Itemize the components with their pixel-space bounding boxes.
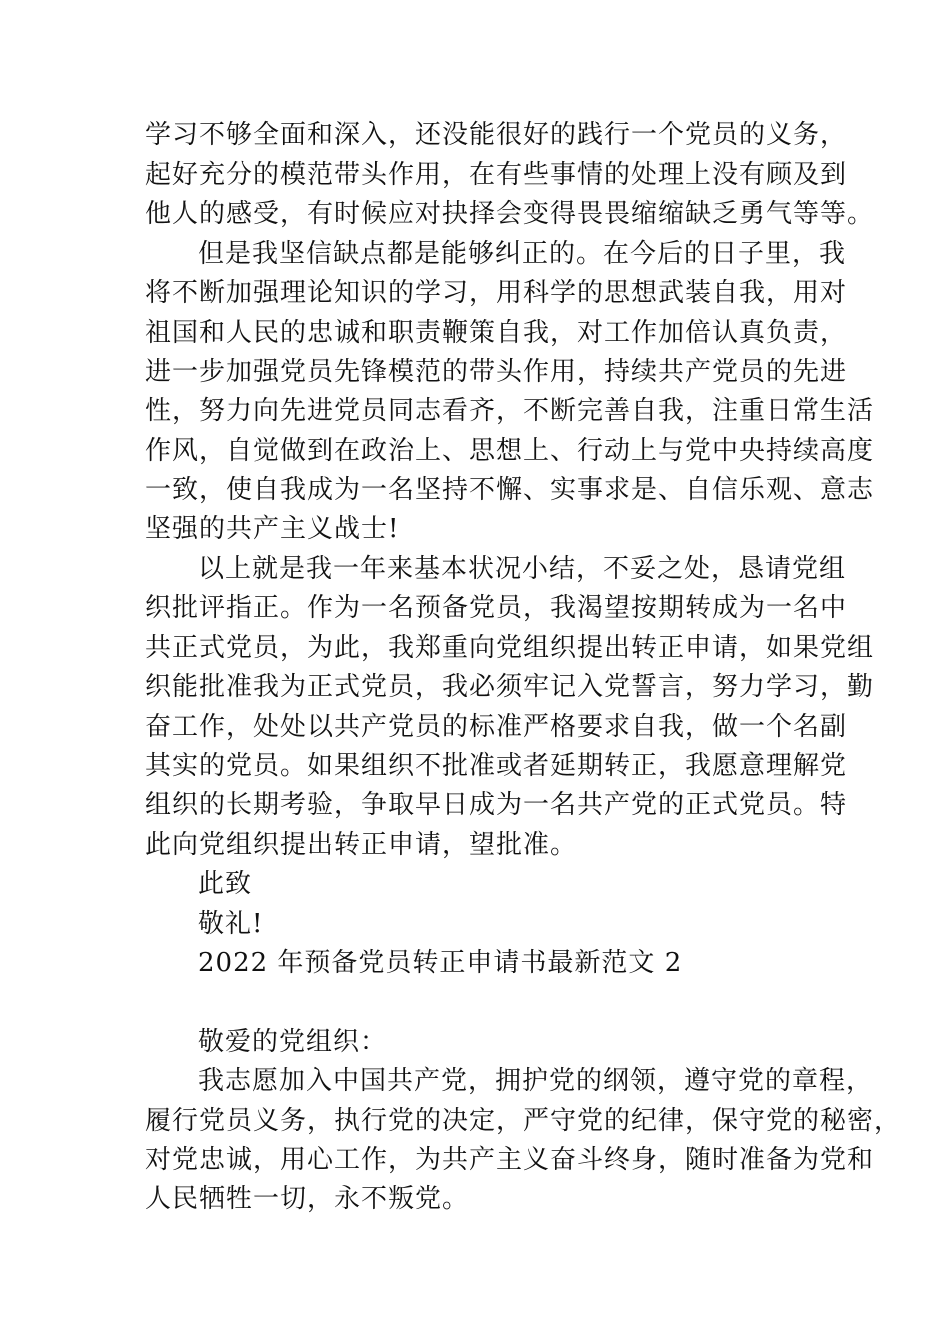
text-line: 性，努力向先进党员同志看齐，不断完善自我，注重日常生活 — [145, 396, 875, 426]
text-line: 将不断加强理论知识的学习，用科学的思想武装自我，用对 — [145, 278, 848, 308]
text-line: 织批评指正。作为一名预备党员，我渴望按期转成为一名中 — [145, 593, 848, 623]
closing-regards: 敬礼! — [198, 909, 264, 939]
text-line: 作风，自觉做到在政治上、思想上、行动上与党中央持续高度 — [145, 436, 875, 466]
text-line: 组织的长期考验，争取早日成为一名共产党的正式党员。特 — [145, 790, 848, 820]
text-line: 一致，使自我成为一名坚持不懈、实事求是、自信乐观、意志 — [145, 475, 875, 505]
paragraph-start-line: 以上就是我一年来基本状况小结，不妥之处，恳请党组 — [198, 554, 847, 584]
closing-salutation: 此致 — [198, 869, 253, 899]
text-line: 履行党员义务，执行党的决定，严守党的纪律，保守党的秘密， — [145, 1106, 902, 1136]
text-line: 祖国和人民的忠诚和职责鞭策自我，对工作加倍认真负责， — [145, 318, 848, 348]
text-line: 织能批准我为正式党员，我必须牢记入党誓言，努力学习，勤 — [145, 672, 875, 702]
text-line: 进一步加强党员先锋模范的带头作用，持续共产党员的先进 — [145, 357, 848, 387]
text-line: 学习不够全面和深入，还没能很好的践行一个党员的义务， — [145, 120, 848, 150]
letter-greeting: 敬爱的党组织： — [198, 1027, 388, 1057]
paragraph-start-line: 但是我坚信缺点都是能够纠正的。在今后的日子里，我 — [198, 239, 847, 269]
text-line: 他人的感受，有时候应对抉择会变得畏畏缩缩缺乏勇气等等。 — [145, 199, 875, 229]
text-line: 此向党组织提出转正申请，望批准。 — [145, 830, 578, 860]
text-line: 对党忠诚，用心工作，为共产主义奋斗终身，随时准备为党和 — [145, 1145, 875, 1175]
text-line: 起好充分的模范带头作用，在有些事情的处理上没有顾及到 — [145, 160, 848, 190]
paragraph-start-line: 我志愿加入中国共产党，拥护党的纲领，遵守党的章程， — [198, 1066, 874, 1096]
section-title: 2022 年预备党员转正申请书最新范文 2 — [198, 948, 683, 978]
text-line: 坚强的共产主义战士! — [145, 514, 400, 544]
text-line: 奋工作，处处以共产党员的标准严格要求自我，做一个名副 — [145, 712, 848, 742]
text-line: 共正式党员，为此，我郑重向党组织提出转正申请，如果党组 — [145, 633, 875, 663]
text-line: 其实的党员。如果组织不批准或者延期转正，我愿意理解党 — [145, 751, 848, 781]
text-line: 人民牺牲一切，永不叛党。 — [145, 1184, 470, 1214]
